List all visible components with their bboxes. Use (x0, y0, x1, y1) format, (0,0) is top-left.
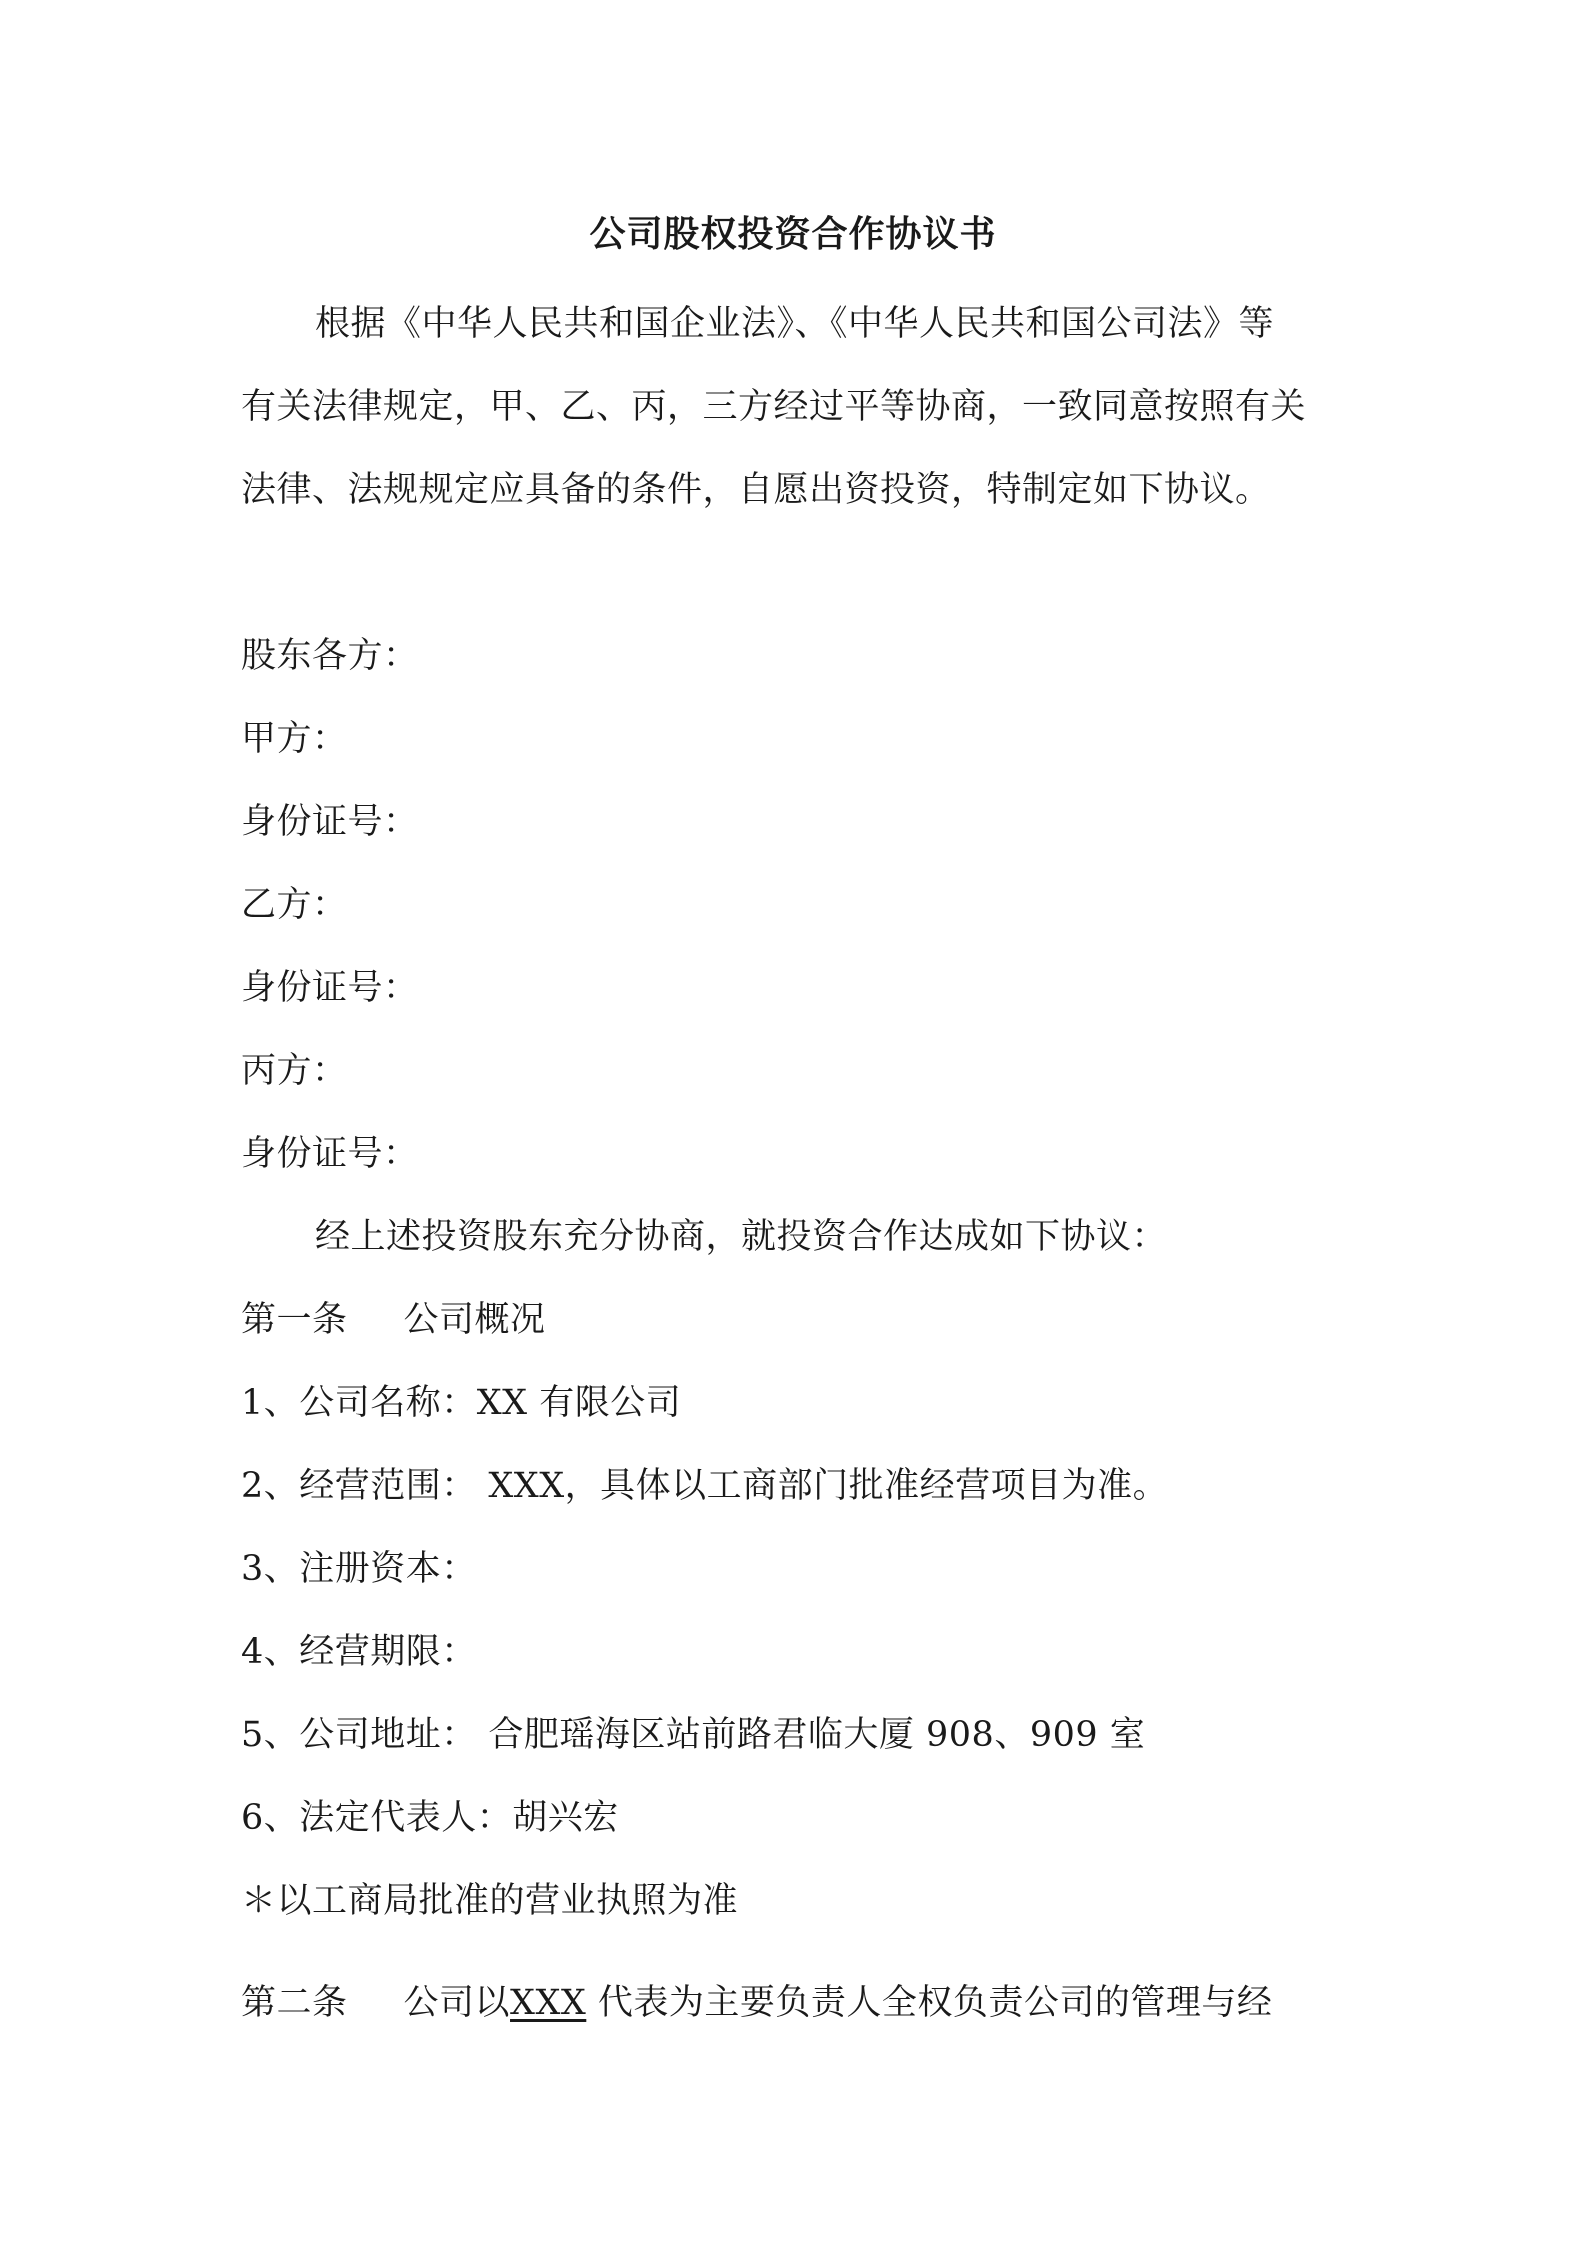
party-a-id-label: 身份证号： (241, 802, 419, 842)
article-1-item: 5、公司地址： 合肥瑶海区站前路君临大厦 908、909 室 (241, 1715, 1146, 1755)
preamble-line-2: 有关法律规定，甲、乙、丙，三方经过平等协商，一致同意按照有关 (241, 387, 1307, 427)
article-1-title: 公司概况 (403, 1300, 546, 1340)
article-2-representative: XXX (510, 1983, 587, 2023)
agreement-intro: 经上述投资股东充分协商，就投资合作达成如下协议： (315, 1217, 1168, 1257)
document-title: 公司股权投资合作协议书 (589, 213, 997, 255)
article-2-text-after: 代表为主要负责人全权负责公司的管理与经 (586, 1983, 1273, 2023)
article-1-item: 6、法定代表人：胡兴宏 (241, 1798, 619, 1838)
party-c-id-label: 身份证号： (241, 1134, 419, 1174)
article-1-item: 3、注册资本： (241, 1549, 477, 1589)
article-2-line (241, 1975, 1272, 2031)
article-2-number: 第二条 (241, 1983, 348, 2023)
article-1-heading (241, 1292, 546, 1348)
article-1-item: 4、经营期限： (241, 1632, 477, 1672)
article-2-text-before: 公司以 (403, 1983, 511, 2023)
party-b-id-label: 身份证号： (241, 968, 419, 1008)
party-c-label: 丙方： (241, 1051, 348, 1091)
article-1-note: ＊以工商局批准的营业执照为准 (241, 1881, 739, 1921)
party-a-label: 甲方： (241, 719, 348, 759)
article-1-item: 1、公司名称：XX 有限公司 (241, 1383, 682, 1423)
preamble-line-3: 法律、法规规定应具备的条件，自愿出资投资，特制定如下协议。 (241, 470, 1271, 510)
article-1-item: 2、经营范围： XXX，具体以工商部门批准经营项目为准。 (241, 1466, 1169, 1506)
article-1-number: 第一条 (241, 1300, 348, 1340)
preamble-line-1: 根据《中华人民共和国企业法》、《中华人民共和国公司法》等 (315, 304, 1275, 344)
parties-heading: 股东各方： (241, 636, 419, 676)
party-b-label: 乙方： (241, 885, 348, 925)
